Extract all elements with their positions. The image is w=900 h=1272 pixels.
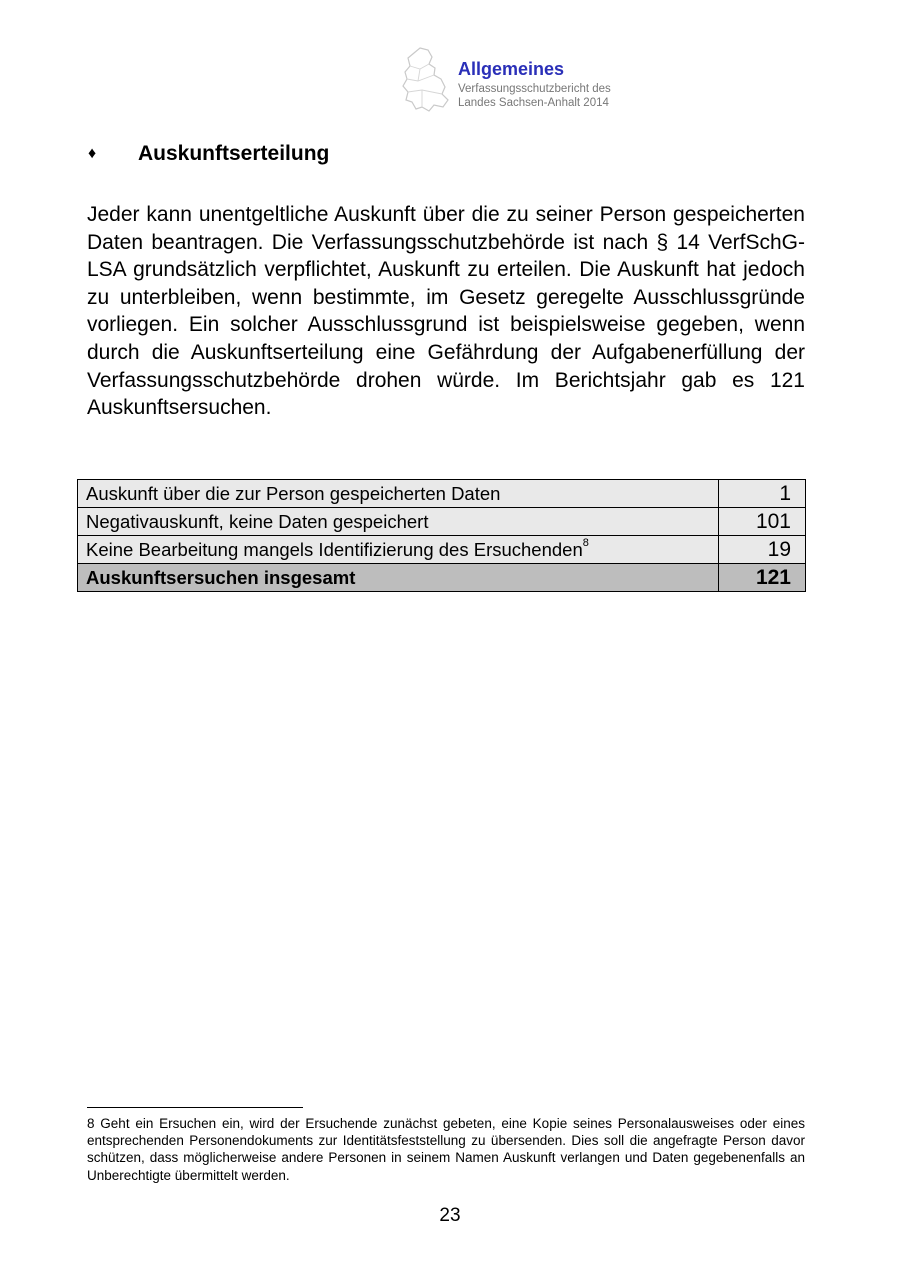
footnote-text: 8 Geht ein Ersuchen ein, wird der Ersuchende zunächst gebeten, eine Kopie seines Personalausweises oder eines entsprechenden Personendokuments zur Identitätsfeststellung zu übersenden. Dies soll die angefragte Person davor schützen, dass möglicherweise andere Personen in seinem Namen Auskunft verlangen und Daten gegebenenfalls an Unberechtigte übermittelt werden. — [87, 1116, 805, 1183]
total-label: Auskunftsersuchen insgesamt — [78, 564, 719, 592]
row-label: Keine Bearbeitung mangels Identifizierung des Ersuchenden — [86, 538, 583, 560]
row-value: 101 — [719, 508, 806, 536]
table-row — [78, 508, 806, 536]
section-heading-text: Auskunftserteilung — [138, 142, 330, 165]
section-heading — [88, 142, 329, 166]
row-label: Auskunft über die zur Person gespeicherten Daten — [78, 480, 719, 508]
sachsen-anhalt-map-icon — [398, 45, 456, 113]
statistics-table — [77, 479, 806, 592]
table-row — [78, 480, 806, 508]
table-total-row — [78, 564, 806, 592]
table-row — [78, 536, 806, 564]
body-paragraph: Jeder kann unentgeltliche Auskunft über die zu seiner Person gespeicherten Daten beantragen. Die Verfassungsschutzbehörde ist nach § 14 VerfSchG-LSA grundsätzlich verpflichtet, Auskunft zu erteilen. Die Auskunft hat jedoch zu unterbleiben, wenn bestimmte, im Gesetz geregelte Ausschlussgründe vorliegen. Ein solcher Ausschlussgrund ist beispielsweise gegeben, wenn durch die Auskunftserteilung eine Gefährdung der Aufgabenerfüllung der Verfassungsschutzbehörde drohen würde. Im Berichtsjahr gab es 121 Auskunftsersuchen. — [87, 203, 805, 420]
total-value: 121 — [719, 564, 806, 592]
footnote-divider — [87, 1107, 303, 1108]
page-number: 23 — [439, 1205, 461, 1226]
diamond-bullet-icon: ♦ — [88, 145, 97, 162]
header-subtitle-line1: Verfassungsschutzbericht des — [458, 83, 611, 95]
header-subtitle-line2: Landes Sachsen-Anhalt 2014 — [458, 97, 609, 109]
row-value: 1 — [719, 480, 806, 508]
row-label: Negativauskunft, keine Daten gespeichert — [78, 508, 719, 536]
row-value: 19 — [719, 536, 806, 564]
header-title: Allgemeines — [458, 59, 565, 79]
page-header — [398, 45, 638, 115]
footnote-reference[interactable]: 8 — [582, 536, 589, 549]
row-label-cell — [78, 536, 719, 564]
